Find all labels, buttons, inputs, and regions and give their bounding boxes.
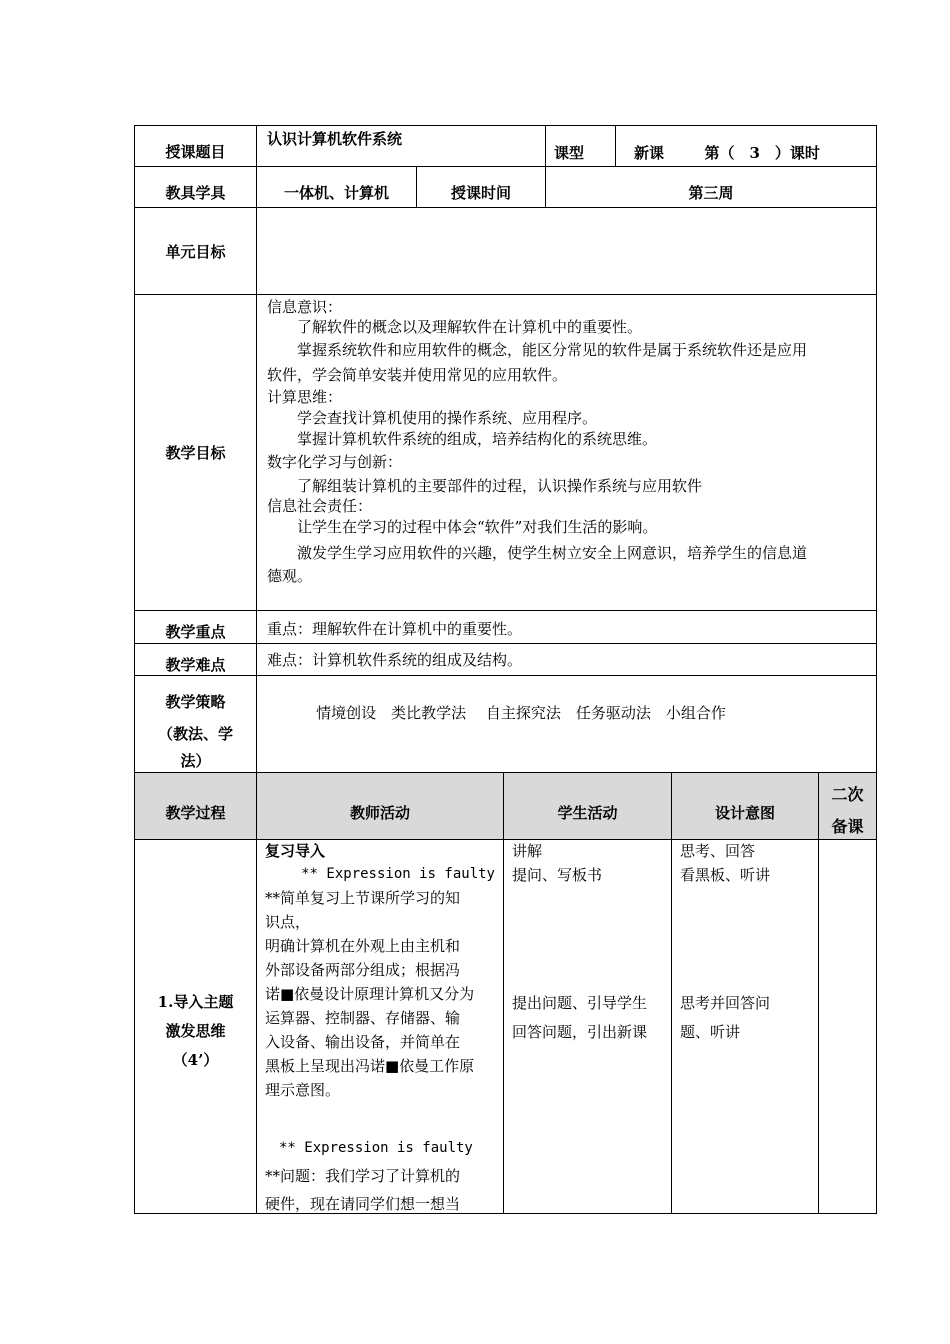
process-col3: 学生活动 xyxy=(557,803,618,822)
process-header-second-prep xyxy=(818,772,877,840)
strategy-value: 情境创设 类比教学法 自主探究法 任务驱动法 小组合作 xyxy=(286,704,726,722)
teacher-activity-title: 复习导入 xyxy=(265,842,326,860)
design-intent-cell xyxy=(671,839,819,1214)
goal-line: 让学生在学习的过程中体会“软件”对我们生活的影响。 xyxy=(267,518,658,536)
process-stage-cell xyxy=(134,839,257,1214)
goal-line: 激发学生学习应用软件的兴趣，使学生树立安全上网意识，培养学生的信息道 xyxy=(267,544,808,562)
teacher-line: 理示意图。 xyxy=(265,1081,341,1099)
type-label-cell xyxy=(545,125,616,167)
difficulty-value: 难点：计算机软件系统的组成及结构。 xyxy=(267,651,523,669)
goal-line: 德观。 xyxy=(267,567,313,585)
teacher-line: ** Expression is faulty xyxy=(265,1140,473,1156)
goal-line: 掌握系统软件和应用软件的概念，能区分常见的软件是属于系统软件还是应用 xyxy=(267,341,808,359)
goal-line: 数字化学习与创新： xyxy=(267,453,403,471)
stage-line: 1.导入主题 xyxy=(157,993,234,1011)
strategy-label-cell xyxy=(134,675,257,773)
time-value-cell xyxy=(545,166,877,208)
strategy-label-line: 教学策略 xyxy=(165,693,226,711)
teacher-line: **简单复习上节课所学习的知 xyxy=(265,889,461,907)
goal-line: 信息意识： xyxy=(267,298,343,316)
type-value-cell xyxy=(615,125,877,167)
stage-line: 激发思维 xyxy=(165,1022,226,1040)
teacher-line: 诺■依曼设计原理计算机又分为 xyxy=(265,985,475,1003)
teacher-line: 外部设备两部分组成；根据冯 xyxy=(265,961,461,979)
goal-line: 了解组装计算机的主要部件的过程，认识操作系统与应用软件 xyxy=(267,477,703,495)
student-line: 回答问题，引出新课 xyxy=(512,1023,648,1041)
student-line: 提出问题、引导学生 xyxy=(512,994,648,1012)
teacher-line: 入设备、输出设备，并简单在 xyxy=(265,1033,461,1051)
topic-value-cell xyxy=(256,125,546,167)
topic-value: 认识计算机软件系统 xyxy=(267,130,403,148)
intent-line: 思考、回答 xyxy=(680,842,756,860)
intent-line: 看黑板、听讲 xyxy=(680,866,771,884)
teaching-goal-label: 教学目标 xyxy=(165,444,226,462)
key-point-value: 重点：理解软件在计算机中的重要性。 xyxy=(267,620,523,638)
strategy-value-cell xyxy=(256,675,877,773)
intent-line: 题、听讲 xyxy=(680,1023,741,1041)
difficulty-value-cell xyxy=(256,643,877,676)
type-value: 新课 xyxy=(634,144,665,162)
goal-line: 软件，学会简单安装并使用常见的应用软件。 xyxy=(267,366,568,384)
intent-line: 思考并回答问 xyxy=(680,994,771,1012)
period-value: 第（ 3 ）课时 xyxy=(704,144,820,162)
teacher-line: 硬件，现在请同学们想一想当 xyxy=(265,1195,461,1213)
process-col5-line: 备课 xyxy=(831,817,864,836)
key-point-label: 教学重点 xyxy=(165,623,226,641)
teacher-line: **问题：我们学习了计算机的 xyxy=(265,1167,461,1185)
strategy-label-line: （教法、学 xyxy=(157,725,233,743)
teacher-line: 明确计算机在外观上由主机和 xyxy=(265,937,461,955)
goal-line: 了解软件的概念以及理解软件在计算机中的重要性。 xyxy=(267,318,643,336)
process-header-student xyxy=(503,772,672,840)
teaching-goal-value-cell xyxy=(256,294,877,611)
strategy-label-line: 法） xyxy=(180,752,211,770)
topic-label: 授课题目 xyxy=(165,143,226,161)
teacher-line: 识点， xyxy=(265,913,311,931)
time-label-cell xyxy=(416,166,546,208)
unit-goal-value-cell xyxy=(256,207,877,295)
difficulty-label: 教学难点 xyxy=(165,656,226,674)
topic-label-cell xyxy=(134,125,257,167)
goal-line: 信息社会责任： xyxy=(267,497,373,515)
tools-label: 教具学具 xyxy=(165,183,226,202)
goal-line: 计算思维： xyxy=(267,388,343,406)
process-col4: 设计意图 xyxy=(714,803,775,822)
process-header-intent xyxy=(671,772,819,840)
student-activity-cell xyxy=(503,839,672,1214)
difficulty-label-cell xyxy=(134,643,257,676)
goal-line: 掌握计算机软件系统的组成，培养结构化的系统思维。 xyxy=(267,430,658,448)
type-label: 课型 xyxy=(554,144,585,162)
process-col5-line: 二次 xyxy=(831,785,864,804)
tools-value: 一体机、计算机 xyxy=(283,183,389,202)
teacher-activity-cell xyxy=(256,839,504,1214)
teacher-line: ** Expression is faulty xyxy=(287,866,495,882)
student-line: 提问、写板书 xyxy=(512,866,603,884)
stage-line: （4’） xyxy=(172,1051,219,1069)
process-header-teacher xyxy=(256,772,504,840)
key-point-value-cell xyxy=(256,610,877,644)
teaching-goal-label-cell xyxy=(134,294,257,611)
process-col1: 教学过程 xyxy=(165,803,226,822)
key-point-label-cell xyxy=(134,610,257,644)
second-prep-cell xyxy=(818,839,877,1214)
teacher-line: 运算器、控制器、存储器、输 xyxy=(265,1009,461,1027)
unit-goal-label: 单元目标 xyxy=(165,242,226,261)
unit-goal-label-cell xyxy=(134,207,257,295)
teacher-line: 黑板上呈现出冯诺■依曼工作原 xyxy=(265,1057,475,1075)
process-col2: 教师活动 xyxy=(349,803,410,822)
time-label: 授课时间 xyxy=(450,183,511,202)
process-header-stage xyxy=(134,772,257,840)
tools-label-cell xyxy=(134,166,257,208)
tools-value-cell xyxy=(256,166,417,208)
goal-line: 学会查找计算机使用的操作系统、应用程序。 xyxy=(267,409,598,427)
student-line: 讲解 xyxy=(512,842,543,860)
time-value: 第三周 xyxy=(688,183,734,202)
